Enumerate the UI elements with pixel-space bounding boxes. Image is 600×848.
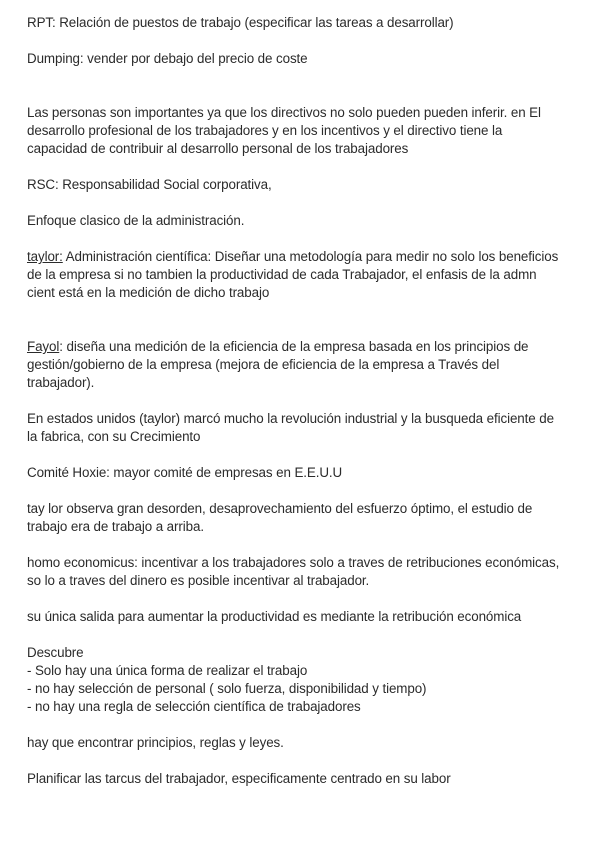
text-line: de la empresa si no tambien la productividad de cada Trabajador, el enfasis de la admn bbox=[27, 267, 537, 282]
taylor-term: taylor: bbox=[27, 249, 63, 264]
dumping-definition: Dumping: vender por debajo del precio de coste bbox=[27, 51, 308, 66]
text-line: trabajador). bbox=[27, 375, 95, 390]
text-line: desarrollo profesional de los trabajadores y en los incentivos y el directivo tiene la bbox=[27, 123, 503, 138]
text-line: gestión/gobierno de la empresa (mejora de eficiencia de la empresa a Través del bbox=[27, 357, 500, 372]
personas-paragraph bbox=[27, 104, 587, 158]
text-line: capacidad de contribuir al desarrollo personal de los trabajadores bbox=[27, 141, 409, 156]
descubre-section bbox=[27, 644, 587, 716]
rsc-definition: RSC: Responsabilidad Social corporativa, bbox=[27, 177, 272, 192]
list-item: - Solo hay una única forma de realizar el trabajo bbox=[27, 663, 308, 678]
enfoque-heading: Enfoque clasico de la administración. bbox=[27, 213, 245, 228]
text-line: la fabrica, con su Crecimiento bbox=[27, 429, 201, 444]
text-line: En estados unidos (taylor) marcó mucho la revolución industrial y la busqueda eficiente de bbox=[27, 411, 554, 426]
planificar-paragraph: Planificar las tarcus del trabajador, especificamente centrado en su labor bbox=[27, 771, 451, 786]
estados-unidos-paragraph bbox=[27, 410, 587, 446]
unica-salida-paragraph: su única salida para aumentar la productividad es mediante la retribución económica bbox=[27, 609, 522, 624]
text-line: homo economicus: incentivar a los trabajadores solo a traves de retribuciones económicas, bbox=[27, 555, 560, 570]
text-line: cient está en la medición de dicho trabajo bbox=[27, 285, 270, 300]
list-item: - no hay una regla de selección científica de trabajadores bbox=[27, 699, 361, 714]
text-line bbox=[27, 338, 587, 356]
taylor-observa-paragraph bbox=[27, 500, 587, 536]
hoxie-paragraph: Comité Hoxie: mayor comité de empresas en E.E.U.U bbox=[27, 465, 343, 480]
fayol-paragraph bbox=[27, 338, 587, 392]
list-item: - no hay selección de personal ( solo fuerza, disponibilidad y tiempo) bbox=[27, 681, 427, 696]
taylor-text: Administración científica: Diseñar una metodología para medir no solo los beneficios bbox=[62, 249, 559, 264]
text-line: Las personas son importantes ya que los directivos no solo pueden pueden inferir. en El bbox=[27, 105, 541, 120]
document-page bbox=[27, 14, 587, 788]
text-line: trabajo era de trabajo a arriba. bbox=[27, 519, 204, 534]
text-line: tay lor observa gran desorden, desaprovechamiento del esfuerzo óptimo, el estudio de bbox=[27, 501, 533, 516]
text-line: so lo a traves del dinero es posible incentivar al trabajador. bbox=[27, 573, 370, 588]
fayol-term: Fayol bbox=[27, 339, 60, 354]
descubre-title: Descubre bbox=[27, 645, 84, 660]
fayol-text: : diseña una medición de la eficiencia de la empresa basada en los principios de bbox=[59, 339, 529, 354]
principios-paragraph: hay que encontrar principios, reglas y leyes. bbox=[27, 735, 284, 750]
taylor-paragraph bbox=[27, 248, 587, 302]
text-line bbox=[27, 248, 587, 266]
rpt-definition: RPT: Relación de puestos de trabajo (especificar las tareas a desarrollar) bbox=[27, 15, 454, 30]
homo-economicus-paragraph bbox=[27, 554, 587, 590]
